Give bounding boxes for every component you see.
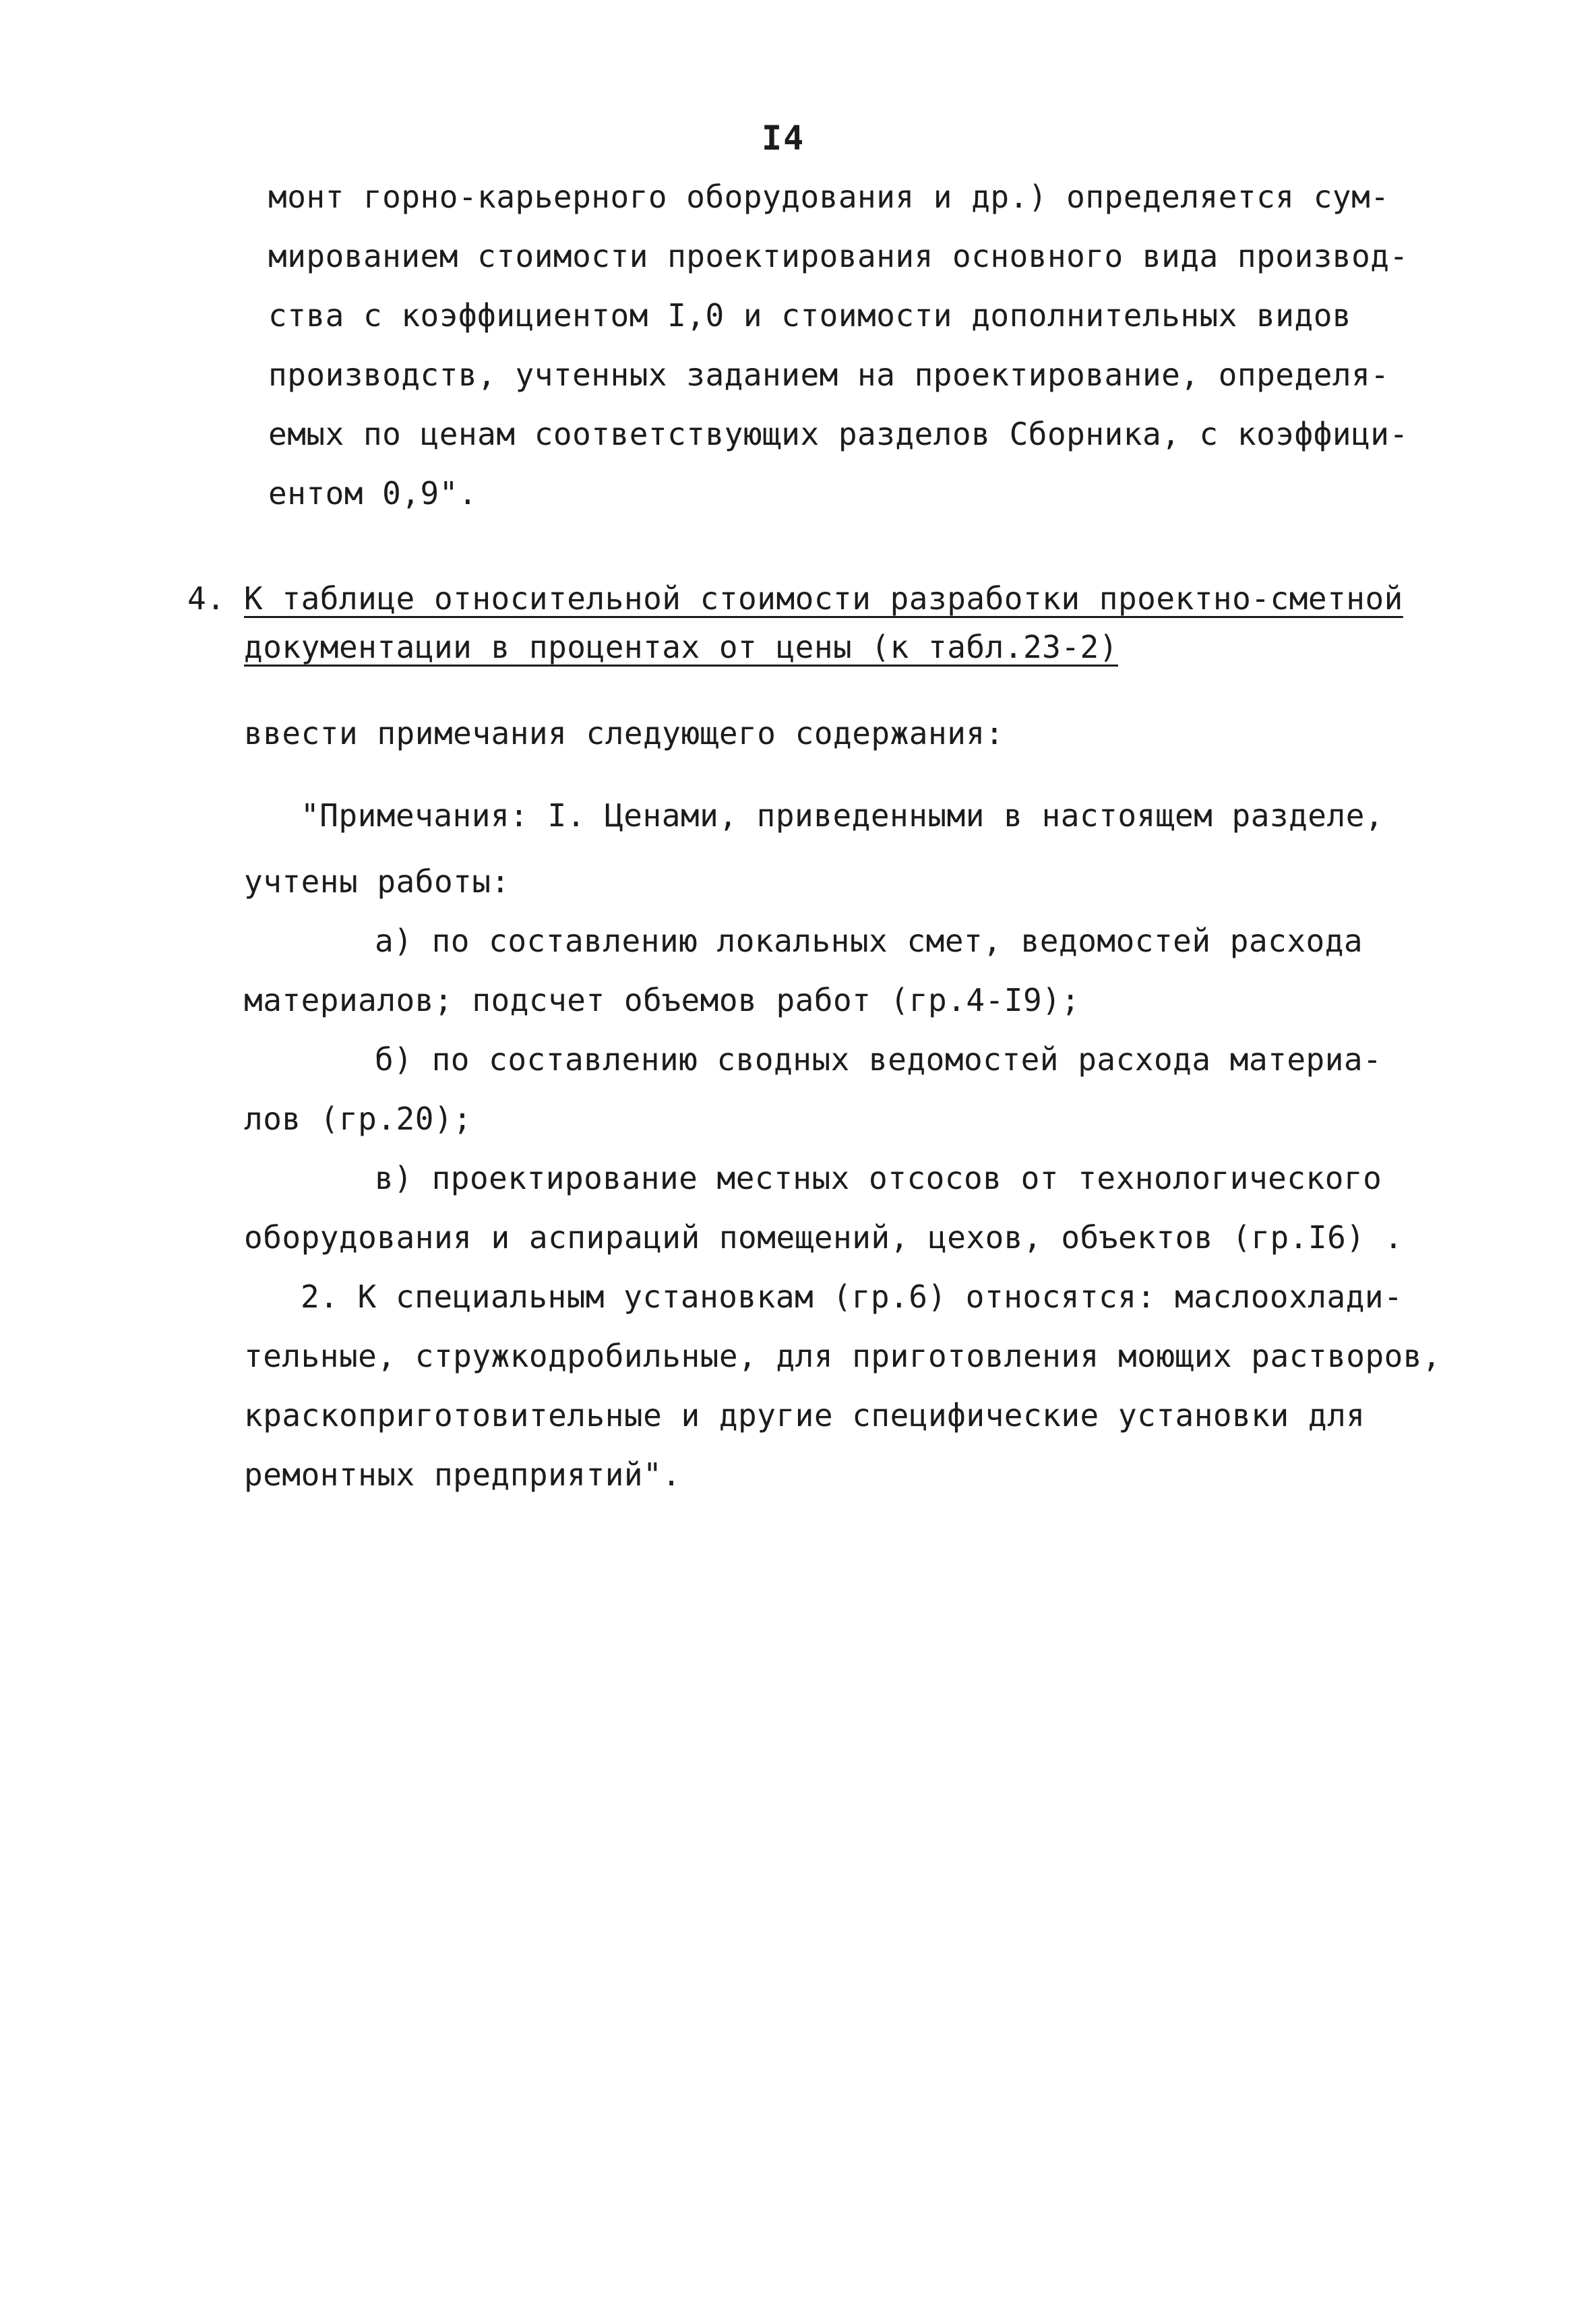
section-intro: ввести примечания следующего содержания: bbox=[244, 715, 1004, 751]
note-line: краскоприготовительные и другие специфические установки для bbox=[244, 1397, 1365, 1434]
section-heading-line: документации в процентах от цены (к табл.23-2) bbox=[244, 629, 1118, 665]
section-number: 4. bbox=[187, 580, 226, 617]
note-line: учтены работы: bbox=[244, 863, 510, 900]
text-line: емых по ценам соответствующих разделов Сборника, с коэффици- bbox=[268, 416, 1409, 452]
note-line: лов (гр.20); bbox=[244, 1101, 472, 1137]
note-line: материалов; подсчет объемов работ (гр.4-I9); bbox=[244, 982, 1080, 1018]
note-line: "Примечания: I. Ценами, приведенными в настоящем разделе, bbox=[301, 797, 1384, 834]
section-heading-line: К таблице относительной стоимости разработки проектно-сметной bbox=[244, 580, 1403, 617]
text-line: монт горно-карьерного оборудования и др.) определяется сум- bbox=[268, 179, 1390, 215]
note-line: а) по составлению локальных смет, ведомостей расхода bbox=[375, 923, 1363, 959]
note-line: тельные, стружкодробильные, для приготовления моющих растворов, bbox=[244, 1338, 1442, 1374]
page-number: I4 bbox=[762, 119, 805, 158]
text-line: мированием стоимости проектирования основного вида производ- bbox=[268, 238, 1409, 274]
text-line: ства с коэффициентом I,0 и стоимости дополнительных видов bbox=[268, 297, 1352, 334]
note-line: ремонтных предприятий". bbox=[244, 1456, 681, 1493]
note-line: б) по составлению сводных ведомостей расхода материа- bbox=[375, 1041, 1382, 1078]
text-line: ентом 0,9". bbox=[268, 475, 478, 512]
note-line: в) проектирование местных отсосов от технологического bbox=[375, 1160, 1382, 1196]
note-line: 2. К специальным установкам (гр.6) относятся: маслоохлади- bbox=[301, 1278, 1403, 1315]
note-line: оборудования и аспираций помещений, цехов, объектов (гр.I6) . bbox=[244, 1219, 1403, 1256]
text-line: производств, учтенных заданием на проектирование, определя- bbox=[268, 357, 1390, 393]
